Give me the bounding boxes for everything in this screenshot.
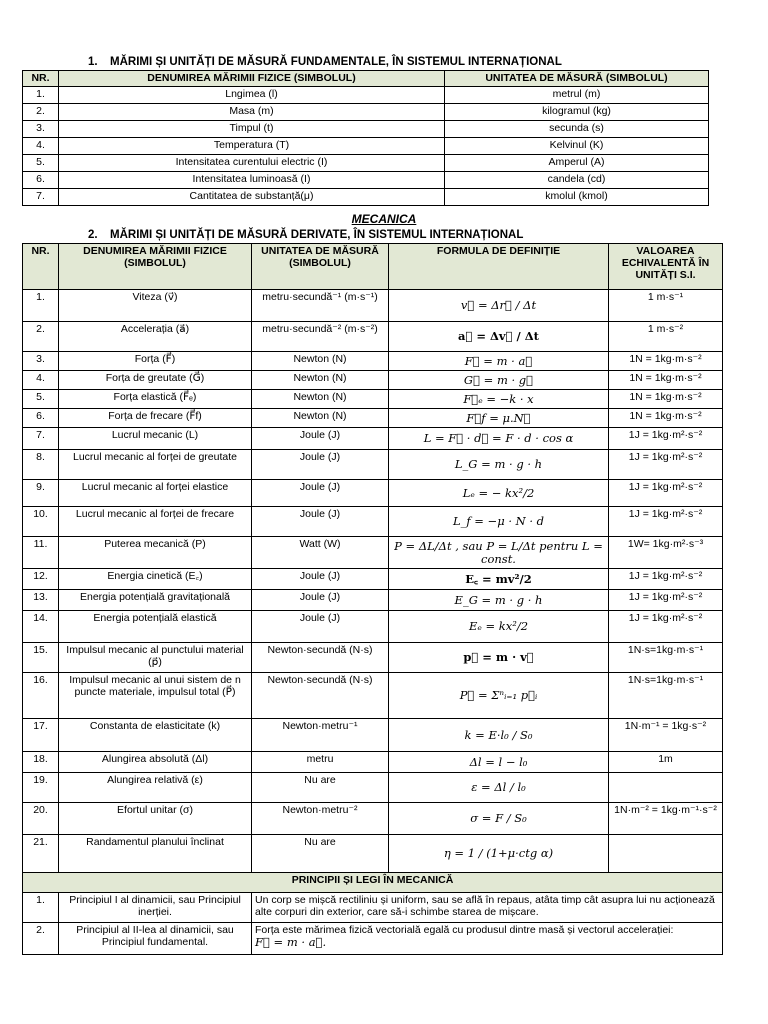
unit-name: Kelvinul (K) — [445, 138, 709, 155]
mecanica-title: MECANICA — [351, 212, 417, 226]
formula-text: η = 1 / (1+μ·ctg α) — [443, 846, 554, 861]
quantity-name: Intensitatea curentului electric (I) — [59, 155, 445, 172]
row-number: 4. — [23, 371, 59, 390]
definition-formula — [389, 773, 609, 803]
unit-name: kmolul (kmol) — [445, 189, 709, 206]
formula-text: Eₑ = kx²/2 — [468, 619, 529, 634]
derived-row — [23, 450, 723, 480]
definition-formula — [389, 390, 609, 409]
formula-text: a⃗ = Δv⃗ / Δt — [458, 329, 539, 344]
derived-row — [23, 569, 723, 590]
quantity-name: Lucrul mecanic al forței de frecare — [59, 507, 252, 537]
si-equivalent: 1N = 1kg·m·s⁻² — [609, 390, 723, 409]
fundamental-row — [23, 121, 709, 138]
row-number: 10. — [23, 507, 59, 537]
unit-name: metru — [252, 752, 389, 773]
fundamental-units-table — [22, 70, 709, 206]
unit-name: Newton·secundă (N·s) — [252, 643, 389, 673]
row-number: 11. — [23, 537, 59, 569]
definition-formula — [389, 507, 609, 537]
t2-header-formula: FORMULA DE DEFINIȚIE — [389, 244, 609, 290]
formula-text: Lₑ = − kx²/2 — [462, 486, 535, 501]
formula-text: L_f = −μ · N · d — [452, 514, 545, 529]
si-equivalent: 1N·s=1kg·m·s⁻¹ — [609, 673, 723, 719]
si-equivalent: 1m — [609, 752, 723, 773]
si-equivalent: 1J = 1kg·m²·s⁻² — [609, 590, 723, 611]
unit-name: Newton (N) — [252, 409, 389, 428]
section2-heading — [88, 229, 523, 241]
fundamental-row — [23, 172, 709, 189]
derived-row — [23, 409, 723, 428]
row-number: 12. — [23, 569, 59, 590]
unit-name: Joule (J) — [252, 428, 389, 450]
row-number: 18. — [23, 752, 59, 773]
unit-name: Joule (J) — [252, 590, 389, 611]
fundamental-row — [23, 104, 709, 121]
derived-row — [23, 590, 723, 611]
principle-nr: 1. — [23, 893, 59, 923]
derived-row — [23, 290, 723, 322]
fundamental-row — [23, 155, 709, 172]
derived-row — [23, 352, 723, 371]
formula-text: F⃗f = μ.N⃗ — [466, 411, 531, 426]
row-number: 8. — [23, 450, 59, 480]
derived-row — [23, 643, 723, 673]
unit-name: Amperul (A) — [445, 155, 709, 172]
si-equivalent: 1J = 1kg·m²·s⁻² — [609, 507, 723, 537]
definition-formula — [389, 835, 609, 873]
definition-formula — [389, 673, 609, 719]
quantity-name: Forța elastică (F⃗ₑ) — [59, 390, 252, 409]
row-number: 16. — [23, 673, 59, 719]
row-number: 1. — [23, 290, 59, 322]
row-number: 5. — [23, 155, 59, 172]
si-equivalent: 1J = 1kg·m²·s⁻² — [609, 480, 723, 507]
quantity-name: Alungirea relativă (ε) — [59, 773, 252, 803]
unit-name: Joule (J) — [252, 450, 389, 480]
quantity-name: Constanta de elasticitate (k) — [59, 719, 252, 752]
t2-header-nr: NR. — [23, 244, 59, 290]
derived-row — [23, 480, 723, 507]
si-equivalent: 1 m·s⁻¹ — [609, 290, 723, 322]
t2-header-unit: UNITATEA DE MĂSURĂ (SIMBOLUL) — [252, 244, 389, 290]
quantity-name: Randamentul planului înclinat — [59, 835, 252, 873]
formula-text: E꜀ = mv²/2 — [465, 572, 532, 587]
unit-name: secunda (s) — [445, 121, 709, 138]
formula-text: Δl = l − l₀ — [469, 755, 528, 770]
quantity-name: Viteza (v⃗) — [59, 290, 252, 322]
derived-row — [23, 719, 723, 752]
definition-formula — [389, 590, 609, 611]
unit-name: metru·secundă⁻¹ (m·s⁻¹) — [252, 290, 389, 322]
section1-number: 1. — [88, 56, 98, 68]
row-number: 1. — [23, 87, 59, 104]
unit-name: Joule (J) — [252, 507, 389, 537]
quantity-name: Alungirea absolută (Δl) — [59, 752, 252, 773]
derived-row — [23, 673, 723, 719]
row-number: 13. — [23, 590, 59, 611]
row-number: 9. — [23, 480, 59, 507]
row-number: 20. — [23, 803, 59, 835]
row-number: 21. — [23, 835, 59, 873]
derived-row — [23, 507, 723, 537]
si-equivalent — [609, 835, 723, 873]
si-equivalent — [609, 773, 723, 803]
unit-name: Newton (N) — [252, 352, 389, 371]
unit-name: candela (cd) — [445, 172, 709, 189]
derived-row — [23, 537, 723, 569]
quantity-name: Temperatura (T) — [59, 138, 445, 155]
row-number: 2. — [23, 322, 59, 352]
row-number: 6. — [23, 409, 59, 428]
unit-name: Newton·metru⁻¹ — [252, 719, 389, 752]
quantity-name: Lucrul mecanic (L) — [59, 428, 252, 450]
derived-row — [23, 803, 723, 835]
quantity-name: Accelerația (a⃗) — [59, 322, 252, 352]
unit-name: kilogramul (kg) — [445, 104, 709, 121]
unit-name: Newton·metru⁻² — [252, 803, 389, 835]
quantity-name: Energia cinetică (E꜀) — [59, 569, 252, 590]
row-number: 19. — [23, 773, 59, 803]
principle-text: Forța este mărimea fizică vectorială egală cu produsul dintre masă și vectorul accelerației: — [255, 924, 674, 936]
principles-title: PRINCIPII ȘI LEGI ÎN MECANICĂ — [23, 873, 723, 893]
principle-nr: 2. — [23, 923, 59, 955]
row-number: 5. — [23, 390, 59, 409]
fundamental-row — [23, 138, 709, 155]
unit-name: Joule (J) — [252, 569, 389, 590]
definition-formula — [389, 371, 609, 390]
row-number: 7. — [23, 189, 59, 206]
row-number: 2. — [23, 104, 59, 121]
principle-name: Principiul I al dinamicii, sau Principiul inerției. — [59, 893, 252, 923]
si-equivalent: 1 m·s⁻² — [609, 322, 723, 352]
unit-name: Joule (J) — [252, 480, 389, 507]
definition-formula — [389, 719, 609, 752]
formula-text: P⃗ = Σⁿᵢ₌₁ p⃗ᵢ — [459, 688, 538, 703]
unit-name: metrul (m) — [445, 87, 709, 104]
quantity-name: Impulsul mecanic al unui sistem de n puncte materiale, impulsul total (P⃗) — [59, 673, 252, 719]
derived-row — [23, 773, 723, 803]
formula-text: v⃗ = Δr⃗ / Δt — [460, 298, 537, 313]
row-number: 17. — [23, 719, 59, 752]
definition-formula — [389, 409, 609, 428]
derived-row — [23, 322, 723, 352]
si-equivalent: 1J = 1kg·m²·s⁻² — [609, 428, 723, 450]
formula-text: σ = F / S₀ — [470, 811, 527, 826]
formula-text: F⃗ₑ = −k · x — [463, 392, 534, 407]
principle-text-cell — [252, 923, 723, 955]
quantity-name: Intensitatea luminoasă (I) — [59, 172, 445, 189]
definition-formula — [389, 611, 609, 643]
definition-formula — [389, 537, 609, 569]
quantity-name: Energia potențială elastică — [59, 611, 252, 643]
unit-name: Joule (J) — [252, 611, 389, 643]
si-equivalent: 1N·m⁻¹ = 1kg·s⁻² — [609, 719, 723, 752]
definition-formula — [389, 752, 609, 773]
definition-formula — [389, 290, 609, 322]
formula-text: k = E·l₀ / S₀ — [464, 728, 533, 743]
quantity-name: Energia potențială gravitațională — [59, 590, 252, 611]
t1-header-nr: NR. — [23, 71, 59, 87]
section1-title: MĂRIMI ȘI UNITĂȚI DE MĂSURĂ FUNDAMENTALE, ÎN SISTEMUL INTERNAȚIONAL — [110, 56, 562, 68]
derived-units-table — [22, 243, 723, 955]
row-number: 3. — [23, 121, 59, 138]
si-equivalent: 1W= 1kg·m²·s⁻³ — [609, 537, 723, 569]
formula-text: ε = Δl / l₀ — [471, 780, 526, 795]
row-number: 15. — [23, 643, 59, 673]
derived-row — [23, 835, 723, 873]
section1-heading — [88, 56, 562, 68]
si-equivalent: 1N = 1kg·m·s⁻² — [609, 409, 723, 428]
row-number: 14. — [23, 611, 59, 643]
unit-name: Newton (N) — [252, 371, 389, 390]
derived-row — [23, 428, 723, 450]
quantity-name: Lngimea (l) — [59, 87, 445, 104]
definition-formula — [389, 322, 609, 352]
quantity-name: Forța de greutate (G⃗) — [59, 371, 252, 390]
quantity-name: Efortul unitar (σ) — [59, 803, 252, 835]
unit-name: Newton (N) — [252, 390, 389, 409]
unit-name: metru·secundă⁻² (m·s⁻²) — [252, 322, 389, 352]
unit-name: Nu are — [252, 835, 389, 873]
principle-formula: F⃗ = m · a⃗. — [255, 935, 327, 950]
definition-formula — [389, 428, 609, 450]
formula-text: p⃗ = m · v⃗ — [463, 650, 534, 665]
section2-number: 2. — [88, 229, 98, 241]
section2-title: MĂRIMI ȘI UNITĂȚI DE MĂSURĂ DERIVATE, ÎN SISTEMUL INTERNAȚIONAL — [110, 229, 524, 241]
quantity-name: Impulsul mecanic al punctului material (p⃗) — [59, 643, 252, 673]
si-equivalent: 1J = 1kg·m²·s⁻² — [609, 569, 723, 590]
row-number: 6. — [23, 172, 59, 189]
quantity-name: Forța de frecare (F⃗f) — [59, 409, 252, 428]
definition-formula — [389, 569, 609, 590]
quantity-name: Forța (F⃗) — [59, 352, 252, 371]
si-equivalent: 1J = 1kg·m²·s⁻² — [609, 611, 723, 643]
si-equivalent: 1N·m⁻² = 1kg·m⁻¹·s⁻² — [609, 803, 723, 835]
definition-formula — [389, 450, 609, 480]
quantity-name: Masa (m) — [59, 104, 445, 121]
definition-formula — [389, 803, 609, 835]
formula-text: E_G = m · g · h — [454, 593, 543, 608]
t2-header-si: VALOAREA ECHIVALENTĂ ÎN UNITĂȚI S.I. — [609, 244, 723, 290]
si-equivalent: 1J = 1kg·m²·s⁻² — [609, 450, 723, 480]
derived-row — [23, 611, 723, 643]
derived-row — [23, 371, 723, 390]
formula-text: F⃗ = m · a⃗ — [464, 354, 533, 369]
principle-name: Principiul al II-lea al dinamicii, sau Principiul fundamental. — [59, 923, 252, 955]
unit-name: Watt (W) — [252, 537, 389, 569]
t1-header-name: DENUMIREA MĂRIMII FIZICE (SIMBOLUL) — [59, 71, 445, 87]
unit-name: Nu are — [252, 773, 389, 803]
formula-text: L_G = m · g · h — [454, 457, 543, 472]
t1-header-unit: UNITATEA DE MĂSURĂ (SIMBOLUL) — [445, 71, 709, 87]
definition-formula — [389, 352, 609, 371]
formula-text: P = ΔL/Δt , sau P = L/Δt pentru L = const. — [394, 539, 603, 566]
principle-text: Un corp se mișcă rectiliniu și uniform, sau se află în repaus, atâta timp cât asupra lui nu acționează alte corpuri din exterior, care să-i schimbe starea de mișcare. — [252, 893, 723, 923]
fundamental-row — [23, 189, 709, 206]
definition-formula — [389, 643, 609, 673]
si-equivalent: 1N = 1kg·m·s⁻² — [609, 352, 723, 371]
formula-text: G⃗ = m · g⃗ — [463, 373, 534, 388]
t2-header-name: DENUMIREA MĂRIMII FIZICE (SIMBOLUL) — [59, 244, 252, 290]
si-equivalent: 1N·s=1kg·m·s⁻¹ — [609, 643, 723, 673]
si-equivalent: 1N = 1kg·m·s⁻² — [609, 371, 723, 390]
definition-formula — [389, 480, 609, 507]
row-number: 7. — [23, 428, 59, 450]
formula-text: L = F⃗ · d⃗ = F · d · cos α — [423, 431, 574, 446]
row-number: 4. — [23, 138, 59, 155]
quantity-name: Cantitatea de substanță(μ) — [59, 189, 445, 206]
quantity-name: Lucrul mecanic al forței elastice — [59, 480, 252, 507]
derived-row — [23, 752, 723, 773]
quantity-name: Lucrul mecanic al forței de greutate — [59, 450, 252, 480]
quantity-name: Puterea mecanică (P) — [59, 537, 252, 569]
derived-row — [23, 390, 723, 409]
unit-name: Newton·secundă (N·s) — [252, 673, 389, 719]
fundamental-row — [23, 87, 709, 104]
row-number: 3. — [23, 352, 59, 371]
quantity-name: Timpul (t) — [59, 121, 445, 138]
